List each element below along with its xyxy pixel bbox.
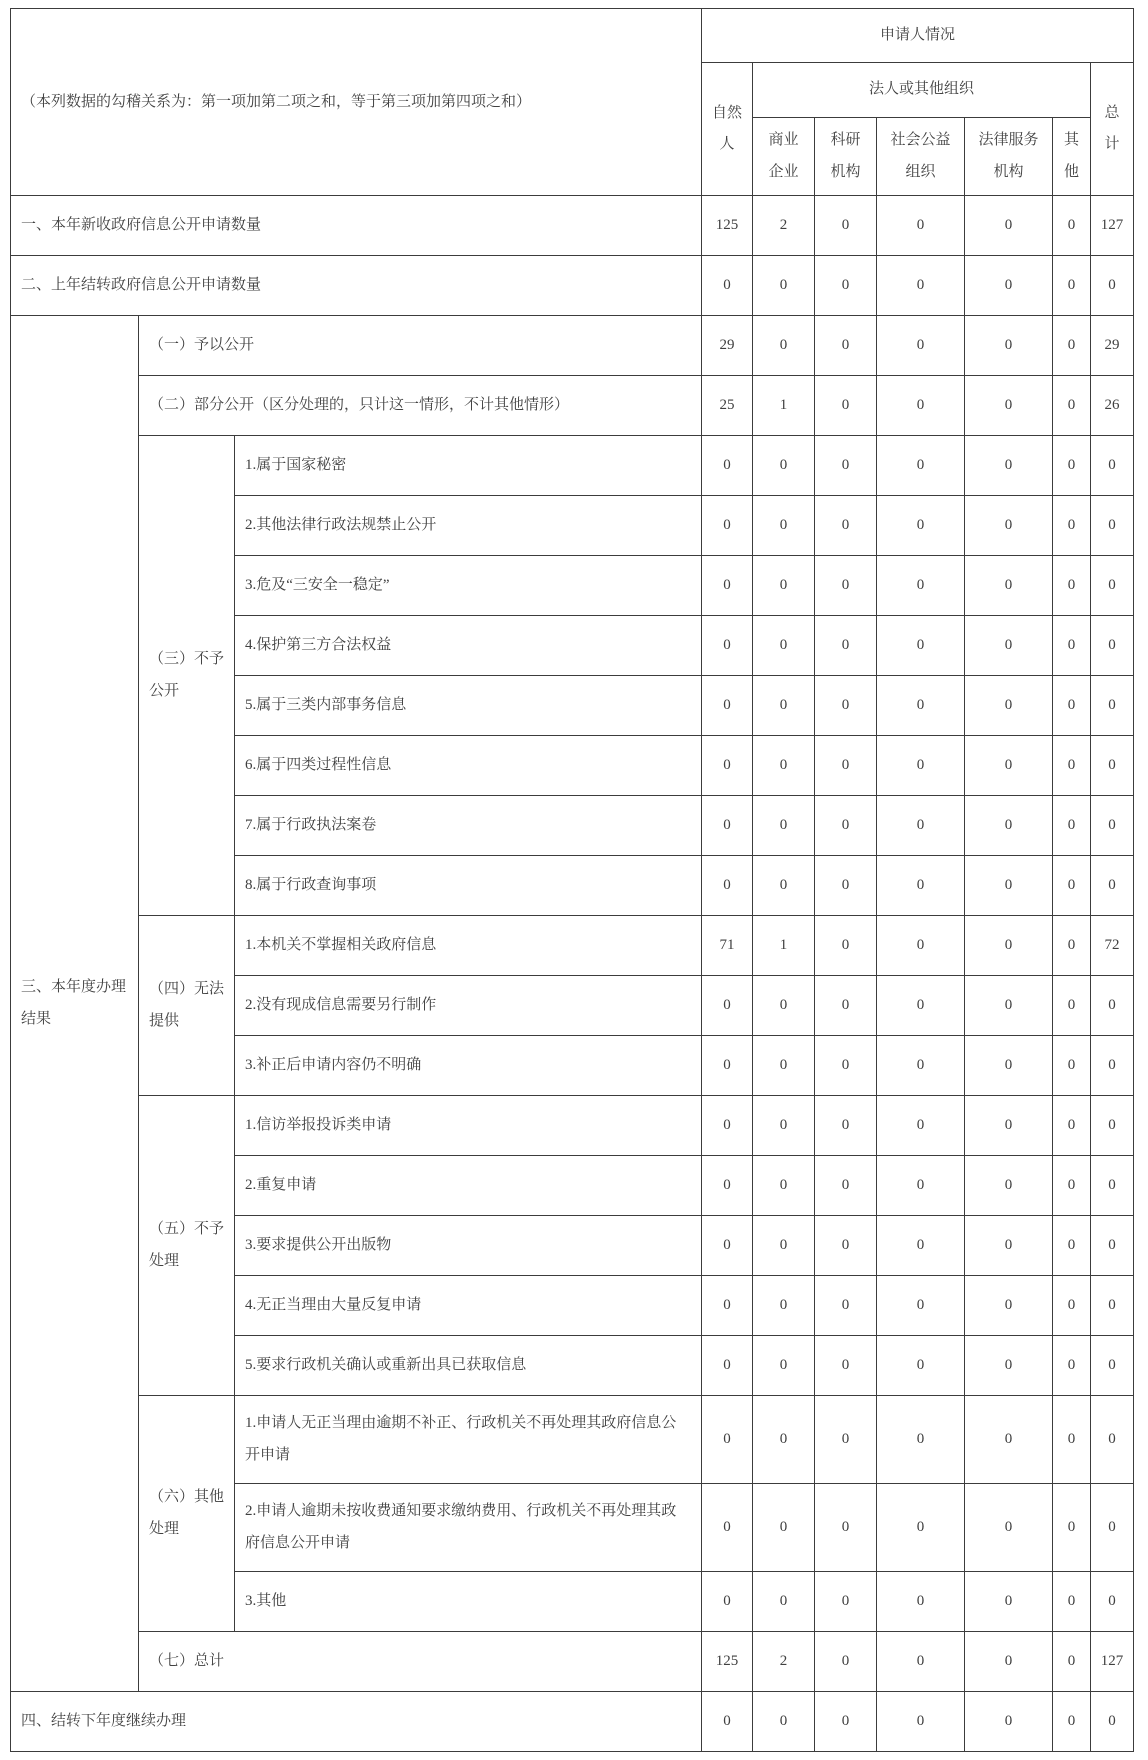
value-cell: 0 xyxy=(753,976,815,1036)
value-cell: 0 xyxy=(702,1484,753,1572)
value-cell: 0 xyxy=(965,1096,1053,1156)
row-label: 5.属于三类内部事务信息 xyxy=(235,676,702,736)
value-cell: 0 xyxy=(1091,1276,1134,1336)
value-cell: 0 xyxy=(1091,1096,1134,1156)
value-cell: 0 xyxy=(1053,1336,1091,1396)
row-label: 2.申请人逾期未按收费通知要求缴纳费用、行政机关不再处理其政府信息公开申请 xyxy=(235,1484,702,1572)
table-header xyxy=(11,9,1134,196)
value-cell: 0 xyxy=(877,1484,965,1572)
value-cell: 0 xyxy=(1053,316,1091,376)
value-cell: 0 xyxy=(702,1036,753,1096)
value-cell: 0 xyxy=(1053,676,1091,736)
value-cell: 0 xyxy=(877,616,965,676)
header-row-1 xyxy=(11,9,1134,63)
value-cell: 0 xyxy=(1053,1096,1091,1156)
row-label: 1.属于国家秘密 xyxy=(235,436,702,496)
table-row xyxy=(11,196,1134,256)
row-label: 1.本机关不掌握相关政府信息 xyxy=(235,916,702,976)
value-cell: 0 xyxy=(965,796,1053,856)
value-cell: 0 xyxy=(815,1036,877,1096)
value-cell: 0 xyxy=(702,796,753,856)
row-label: 5.要求行政机关确认或重新出具已获取信息 xyxy=(235,1336,702,1396)
value-cell: 0 xyxy=(965,736,1053,796)
value-cell: 0 xyxy=(877,1096,965,1156)
value-cell: 0 xyxy=(815,796,877,856)
value-cell: 0 xyxy=(1053,1396,1091,1484)
value-cell: 0 xyxy=(965,316,1053,376)
value-cell: 71 xyxy=(702,916,753,976)
row-label: 6.属于四类过程性信息 xyxy=(235,736,702,796)
table-row xyxy=(11,316,1134,376)
value-cell: 0 xyxy=(877,976,965,1036)
value-cell: 0 xyxy=(965,1396,1053,1484)
value-cell: 0 xyxy=(702,496,753,556)
value-cell: 0 xyxy=(965,856,1053,916)
value-cell: 0 xyxy=(753,736,815,796)
value-cell: 0 xyxy=(965,616,1053,676)
value-cell: 0 xyxy=(815,1632,877,1692)
value-cell: 0 xyxy=(877,1036,965,1096)
row-label: 四、结转下年度继续办理 xyxy=(11,1692,702,1752)
row-label: 8.属于行政查询事项 xyxy=(235,856,702,916)
value-cell: 0 xyxy=(1053,496,1091,556)
value-cell: 0 xyxy=(815,556,877,616)
value-cell: 0 xyxy=(965,1632,1053,1692)
value-cell: 0 xyxy=(877,916,965,976)
row-label: （七）总计 xyxy=(139,1632,702,1692)
value-cell: 0 xyxy=(815,916,877,976)
value-cell: 0 xyxy=(1091,676,1134,736)
col-header-research-institution: 科研机构 xyxy=(815,118,877,196)
value-cell: 0 xyxy=(815,1484,877,1572)
value-cell: 0 xyxy=(702,736,753,796)
value-cell: 0 xyxy=(1053,856,1091,916)
value-cell: 0 xyxy=(877,1632,965,1692)
value-cell: 0 xyxy=(965,496,1053,556)
subsection-label-not-disclosed: （三）不予公开 xyxy=(139,436,235,916)
value-cell: 0 xyxy=(1091,796,1134,856)
value-cell: 0 xyxy=(877,316,965,376)
value-cell: 0 xyxy=(1091,1216,1134,1276)
value-cell: 0 xyxy=(877,736,965,796)
section-label-processing-results: 三、本年度办理结果 xyxy=(11,316,139,1692)
value-cell: 0 xyxy=(877,556,965,616)
value-cell: 0 xyxy=(702,856,753,916)
value-cell: 0 xyxy=(1053,1216,1091,1276)
value-cell: 0 xyxy=(1091,1692,1134,1752)
value-cell: 0 xyxy=(815,376,877,436)
value-cell: 0 xyxy=(965,256,1053,316)
table-row xyxy=(11,256,1134,316)
value-cell: 0 xyxy=(1053,916,1091,976)
value-cell: 0 xyxy=(1053,1484,1091,1572)
value-cell: 0 xyxy=(965,1216,1053,1276)
value-cell: 0 xyxy=(965,1156,1053,1216)
value-cell: 0 xyxy=(1091,856,1134,916)
value-cell: 0 xyxy=(815,1336,877,1396)
value-cell: 0 xyxy=(1091,496,1134,556)
table-row xyxy=(11,916,1134,976)
value-cell: 0 xyxy=(702,1572,753,1632)
row-label: 1.申请人无正当理由逾期不补正、行政机关不再处理其政府信息公开申请 xyxy=(235,1396,702,1484)
row-label: 3.其他 xyxy=(235,1572,702,1632)
value-cell: 26 xyxy=(1091,376,1134,436)
value-cell: 0 xyxy=(965,376,1053,436)
table-row xyxy=(11,436,1134,496)
value-cell: 0 xyxy=(1091,1484,1134,1572)
col-header-natural-person: 自然人 xyxy=(702,63,753,196)
value-cell: 0 xyxy=(1053,376,1091,436)
value-cell: 0 xyxy=(1091,556,1134,616)
value-cell: 0 xyxy=(815,1692,877,1752)
value-cell: 0 xyxy=(877,376,965,436)
value-cell: 0 xyxy=(815,1572,877,1632)
value-cell: 0 xyxy=(877,1336,965,1396)
header-applicant-status: 申请人情况 xyxy=(702,9,1134,63)
value-cell: 0 xyxy=(877,856,965,916)
col-header-public-welfare-org: 社会公益组织 xyxy=(877,118,965,196)
value-cell: 25 xyxy=(702,376,753,436)
value-cell: 0 xyxy=(815,856,877,916)
value-cell: 0 xyxy=(1091,736,1134,796)
subsection-label-unable-to-provide: （四）无法提供 xyxy=(139,916,235,1096)
value-cell: 0 xyxy=(702,1096,753,1156)
table-body xyxy=(11,196,1134,1752)
value-cell: 0 xyxy=(753,1692,815,1752)
row-label: 4.无正当理由大量反复申请 xyxy=(235,1276,702,1336)
value-cell: 0 xyxy=(965,436,1053,496)
value-cell: 0 xyxy=(753,316,815,376)
value-cell: 0 xyxy=(815,736,877,796)
note-cell: （本列数据的勾稽关系为：第一项加第二项之和，等于第三项加第四项之和） xyxy=(11,9,702,196)
row-label: 二、上年结转政府信息公开申请数量 xyxy=(11,256,702,316)
value-cell: 0 xyxy=(1091,616,1134,676)
value-cell: 0 xyxy=(753,1336,815,1396)
value-cell: 0 xyxy=(753,1216,815,1276)
value-cell: 29 xyxy=(702,316,753,376)
value-cell: 0 xyxy=(1091,1036,1134,1096)
value-cell: 0 xyxy=(702,676,753,736)
value-cell: 0 xyxy=(877,676,965,736)
row-label: 一、本年新收政府信息公开申请数量 xyxy=(11,196,702,256)
value-cell: 0 xyxy=(965,976,1053,1036)
value-cell: 0 xyxy=(815,1396,877,1484)
value-cell: 0 xyxy=(877,796,965,856)
value-cell: 0 xyxy=(1091,1156,1134,1216)
value-cell: 127 xyxy=(1091,1632,1134,1692)
value-cell: 0 xyxy=(1091,1396,1134,1484)
value-cell: 0 xyxy=(1091,976,1134,1036)
value-cell: 0 xyxy=(702,1336,753,1396)
subsection-label-other-handling: （六）其他处理 xyxy=(139,1396,235,1632)
value-cell: 0 xyxy=(753,1572,815,1632)
value-cell: 29 xyxy=(1091,316,1134,376)
value-cell: 0 xyxy=(815,316,877,376)
value-cell: 0 xyxy=(753,556,815,616)
value-cell: 0 xyxy=(965,1484,1053,1572)
value-cell: 0 xyxy=(877,1156,965,1216)
value-cell: 0 xyxy=(877,1572,965,1632)
value-cell: 0 xyxy=(877,1692,965,1752)
value-cell: 0 xyxy=(1053,1036,1091,1096)
value-cell: 0 xyxy=(877,496,965,556)
value-cell: 0 xyxy=(1053,796,1091,856)
value-cell: 0 xyxy=(965,1336,1053,1396)
col-header-business-enterprise: 商业企业 xyxy=(753,118,815,196)
value-cell: 0 xyxy=(877,1216,965,1276)
value-cell: 125 xyxy=(702,196,753,256)
value-cell: 0 xyxy=(815,1276,877,1336)
disclosure-application-table xyxy=(10,8,1134,1752)
table-row xyxy=(11,1632,1134,1692)
row-label: 3.补正后申请内容仍不明确 xyxy=(235,1036,702,1096)
value-cell: 0 xyxy=(702,1216,753,1276)
value-cell: 0 xyxy=(815,616,877,676)
value-cell: 0 xyxy=(877,256,965,316)
value-cell: 0 xyxy=(753,436,815,496)
value-cell: 1 xyxy=(753,376,815,436)
value-cell: 0 xyxy=(753,856,815,916)
col-header-other: 其他 xyxy=(1053,118,1091,196)
value-cell: 0 xyxy=(815,676,877,736)
value-cell: 0 xyxy=(1053,556,1091,616)
col-header-legal-service-org: 法律服务机构 xyxy=(965,118,1053,196)
value-cell: 0 xyxy=(1053,616,1091,676)
value-cell: 72 xyxy=(1091,916,1134,976)
value-cell: 0 xyxy=(702,1396,753,1484)
value-cell: 2 xyxy=(753,196,815,256)
value-cell: 0 xyxy=(1053,436,1091,496)
row-label: 2.重复申请 xyxy=(235,1156,702,1216)
row-label: （一）予以公开 xyxy=(139,316,702,376)
value-cell: 0 xyxy=(965,1276,1053,1336)
row-label: 7.属于行政执法案卷 xyxy=(235,796,702,856)
value-cell: 0 xyxy=(815,496,877,556)
value-cell: 0 xyxy=(965,556,1053,616)
value-cell: 0 xyxy=(815,256,877,316)
row-label: 3.要求提供公开出版物 xyxy=(235,1216,702,1276)
value-cell: 0 xyxy=(753,796,815,856)
row-label: 2.其他法律行政法规禁止公开 xyxy=(235,496,702,556)
table-row xyxy=(11,1396,1134,1484)
value-cell: 2 xyxy=(753,1632,815,1692)
value-cell: 1 xyxy=(753,916,815,976)
value-cell: 0 xyxy=(702,976,753,1036)
value-cell: 0 xyxy=(702,616,753,676)
value-cell: 0 xyxy=(965,916,1053,976)
value-cell: 0 xyxy=(1053,1632,1091,1692)
value-cell: 0 xyxy=(753,1484,815,1572)
value-cell: 0 xyxy=(753,256,815,316)
value-cell: 0 xyxy=(1053,1572,1091,1632)
value-cell: 0 xyxy=(1091,1336,1134,1396)
value-cell: 0 xyxy=(815,976,877,1036)
value-cell: 0 xyxy=(1053,1156,1091,1216)
value-cell: 0 xyxy=(877,1276,965,1336)
value-cell: 0 xyxy=(1053,976,1091,1036)
table-row xyxy=(11,1692,1134,1752)
value-cell: 0 xyxy=(1053,196,1091,256)
value-cell: 0 xyxy=(877,436,965,496)
value-cell: 0 xyxy=(1053,1692,1091,1752)
row-label: 1.信访举报投诉类申请 xyxy=(235,1096,702,1156)
row-label: 3.危及“三安全一稳定” xyxy=(235,556,702,616)
value-cell: 125 xyxy=(702,1632,753,1692)
row-label: 2.没有现成信息需要另行制作 xyxy=(235,976,702,1036)
value-cell: 0 xyxy=(877,196,965,256)
header-legal-or-other-org: 法人或其他组织 xyxy=(753,63,1091,118)
value-cell: 0 xyxy=(1053,256,1091,316)
table-row xyxy=(11,1096,1134,1156)
value-cell: 0 xyxy=(815,436,877,496)
value-cell: 0 xyxy=(815,1216,877,1276)
table-row xyxy=(11,376,1134,436)
value-cell: 0 xyxy=(815,1096,877,1156)
value-cell: 0 xyxy=(965,676,1053,736)
col-header-total: 总计 xyxy=(1091,63,1134,196)
value-cell: 0 xyxy=(965,1036,1053,1096)
value-cell: 0 xyxy=(753,1276,815,1336)
value-cell: 127 xyxy=(1091,196,1134,256)
row-label: （二）部分公开（区分处理的，只计这一情形，不计其他情形） xyxy=(139,376,702,436)
value-cell: 0 xyxy=(1091,1572,1134,1632)
value-cell: 0 xyxy=(965,1692,1053,1752)
value-cell: 0 xyxy=(753,496,815,556)
value-cell: 0 xyxy=(753,616,815,676)
subsection-label-not-processed: （五）不予处理 xyxy=(139,1096,235,1396)
value-cell: 0 xyxy=(815,1156,877,1216)
value-cell: 0 xyxy=(1053,736,1091,796)
row-label: 4.保护第三方合法权益 xyxy=(235,616,702,676)
value-cell: 0 xyxy=(753,1156,815,1216)
value-cell: 0 xyxy=(753,676,815,736)
value-cell: 0 xyxy=(965,196,1053,256)
value-cell: 0 xyxy=(702,256,753,316)
value-cell: 0 xyxy=(877,1396,965,1484)
value-cell: 0 xyxy=(965,1572,1053,1632)
value-cell: 0 xyxy=(702,1692,753,1752)
value-cell: 0 xyxy=(702,436,753,496)
value-cell: 0 xyxy=(1053,1276,1091,1336)
value-cell: 0 xyxy=(1091,436,1134,496)
value-cell: 0 xyxy=(753,1036,815,1096)
value-cell: 0 xyxy=(702,556,753,616)
value-cell: 0 xyxy=(815,196,877,256)
value-cell: 0 xyxy=(753,1396,815,1484)
value-cell: 0 xyxy=(702,1156,753,1216)
value-cell: 0 xyxy=(1091,256,1134,316)
value-cell: 0 xyxy=(753,1096,815,1156)
value-cell: 0 xyxy=(702,1276,753,1336)
